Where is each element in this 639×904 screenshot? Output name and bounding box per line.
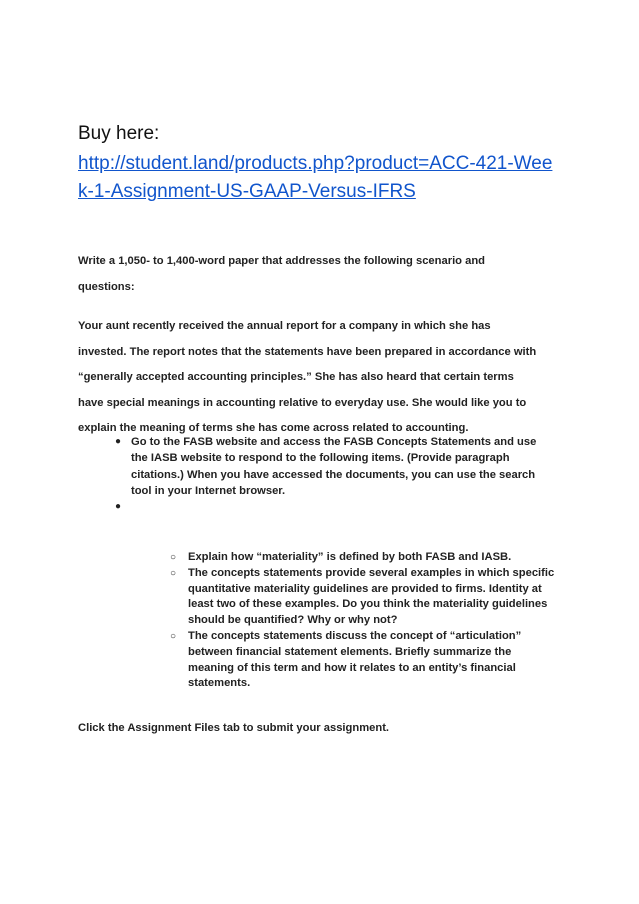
hollow-circle-icon: ○: [170, 567, 177, 579]
sub-bullet-text: [188, 566, 570, 629]
sub-bullet-line: least two of these examples. Do you think the materiality guidelines: [188, 598, 548, 611]
sub-bullet-line: should be quantified? Why or why not?: [188, 614, 398, 627]
assignment-intro-paragraph: [78, 253, 578, 304]
sub-bullet-line: The concepts statements provide several examples in which specific: [188, 566, 555, 579]
paragraph-line: invested. The report notes that the statements have been prepared in accordance with: [78, 345, 537, 358]
product-link-line[interactable]: k-1-Assignment-US-GAAP-Versus-IFRS: [78, 181, 416, 202]
sub-bullet-line: meaning of this term and how it relates to an entity’s financial: [188, 661, 516, 674]
paragraph-line: have special meanings in accounting relative to everyday use. She would like you to: [78, 396, 527, 409]
submit-instruction: Click the Assignment Files tab to submit your assignment.: [78, 722, 390, 734]
bullet-line: citations.) When you have accessed the documents, you can use the search: [131, 468, 536, 481]
buy-here-label: Buy here:: [78, 123, 160, 144]
sub-bullet-item: [170, 629, 570, 692]
bullet-dot-icon: ●: [115, 501, 122, 513]
paragraph-line: Write a 1,050- to 1,400-word paper that addresses the following scenario and: [78, 255, 486, 267]
hollow-circle-icon: ○: [170, 630, 177, 642]
paragraph-line: explain the meaning of terms she has come across related to accounting.: [78, 422, 469, 434]
sub-bullet-list: [170, 550, 570, 692]
paragraph-line: Your aunt recently received the annual report for a company in which she has: [78, 320, 491, 332]
hollow-circle-icon: ○: [170, 552, 177, 563]
product-link[interactable]: [78, 150, 578, 206]
sub-bullet-item: [170, 566, 570, 629]
bullet-text: [131, 434, 575, 499]
paragraph-line: questions:: [78, 280, 135, 293]
bullet-line: tool in your Internet browser.: [131, 484, 286, 497]
bullet-list: [115, 434, 575, 517]
sub-bullet-item: [170, 550, 570, 566]
sub-bullet-line: Explain how “materiality” is defined by both FASB and IASB.: [188, 551, 512, 563]
sub-bullet-text: [188, 550, 570, 566]
sub-bullet-line: The concepts statements discuss the concept of “articulation”: [188, 629, 522, 642]
scenario-paragraph: [78, 318, 578, 446]
bullet-line: Go to the FASB website and access the FASB Concepts Statements and use: [131, 436, 537, 448]
sub-bullet-line: statements.: [188, 677, 251, 690]
paragraph-line: “generally accepted accounting principles.” She has also heard that certain terms: [78, 371, 514, 383]
empty-bullet-item: [115, 499, 575, 517]
sub-bullet-line: quantitative materiality guidelines are provided to firms. Identity at: [188, 582, 542, 595]
sub-bullet-line: between financial statement elements. Briefly summarize the: [188, 645, 512, 658]
product-link-line[interactable]: http://student.land/products.php?product=ACC-421-Wee: [78, 153, 553, 174]
bullet-dot-icon: ●: [115, 436, 122, 447]
bullet-item: [115, 434, 575, 499]
bullet-line: the IASB website to respond to the following items. (Provide paragraph: [131, 452, 510, 465]
sub-bullet-text: [188, 629, 570, 692]
